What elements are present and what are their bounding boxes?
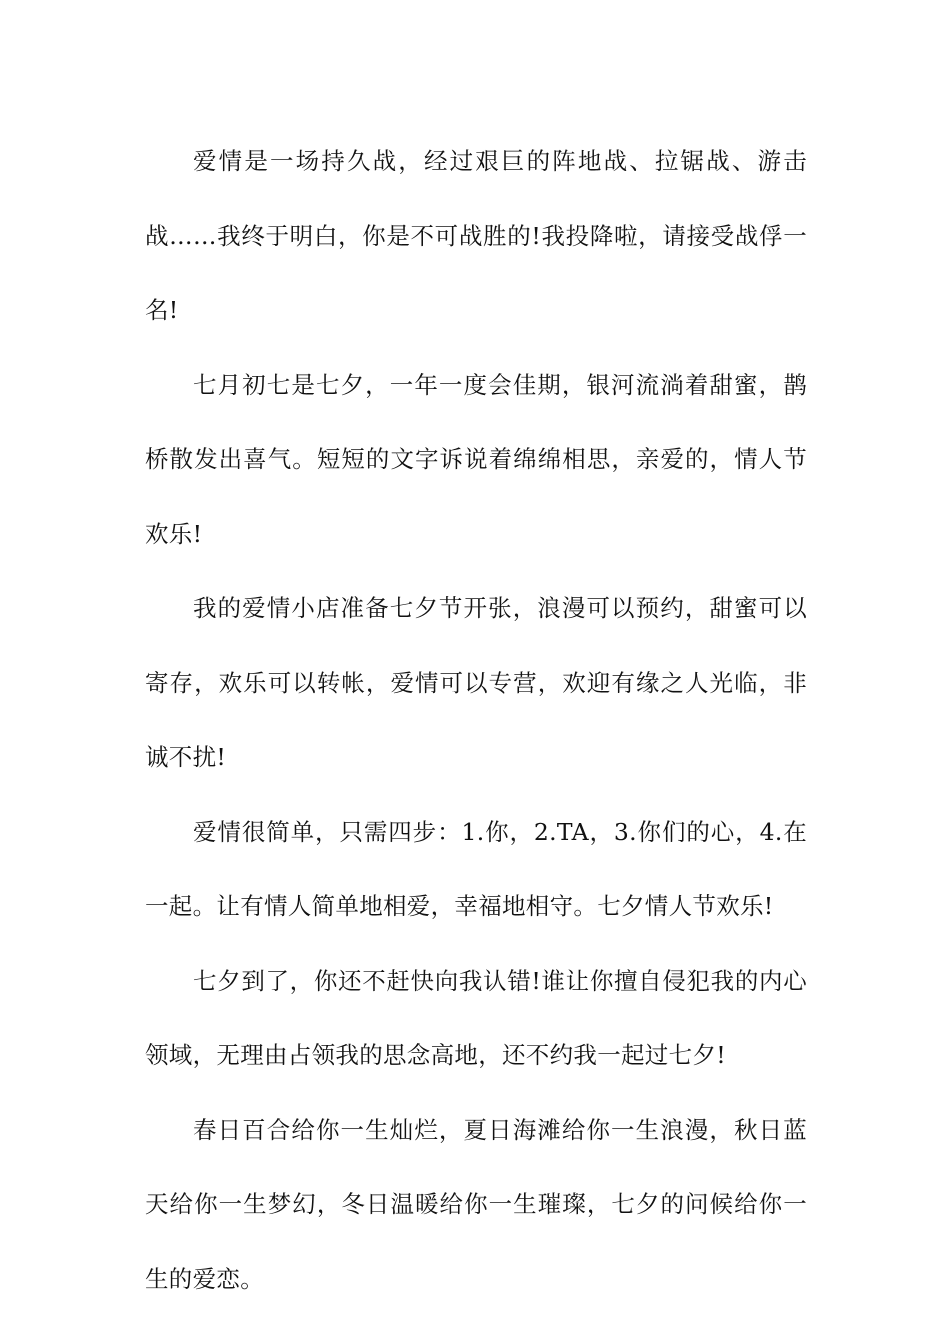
paragraph-3: 我的爱情小店准备七夕节开张，浪漫可以预约，甜蜜可以寄存，欢乐可以转帐，爱情可以专营，欢迎有缘之人光临，非诚不扰! xyxy=(145,594,807,771)
document-body xyxy=(145,124,807,1316)
paragraph-6: 春日百合给你一生灿烂，夏日海滩给你一生浪漫，秋日蓝天给你一生梦幻，冬日温暖给你一生璀璨，七夕的问候给你一生的爱恋。 xyxy=(145,1115,807,1293)
paragraph-4: 爱情很简单，只需四步：1.你，2.TA，3.你们的心，4.在一起。让有情人简单地相爱，幸福地相守。七夕情人节欢乐! xyxy=(145,817,807,920)
paragraph-5: 七夕到了，你还不赶快向我认错!谁让你擅自侵犯我的内心领域，无理由占领我的思念高地，还不约我一起过七夕! xyxy=(145,966,807,1069)
paragraph-1: 爱情是一场持久战，经过艰巨的阵地战、拉锯战、游击战……我终于明白，你是不可战胜的!我投降啦，请接受战俘一名! xyxy=(145,147,807,324)
paragraph-2: 七月初七是七夕，一年一度会佳期，银河流淌着甜蜜，鹊桥散发出喜气。短短的文字诉说着绵绵相思，亲爱的，情人节欢乐! xyxy=(145,370,807,548)
